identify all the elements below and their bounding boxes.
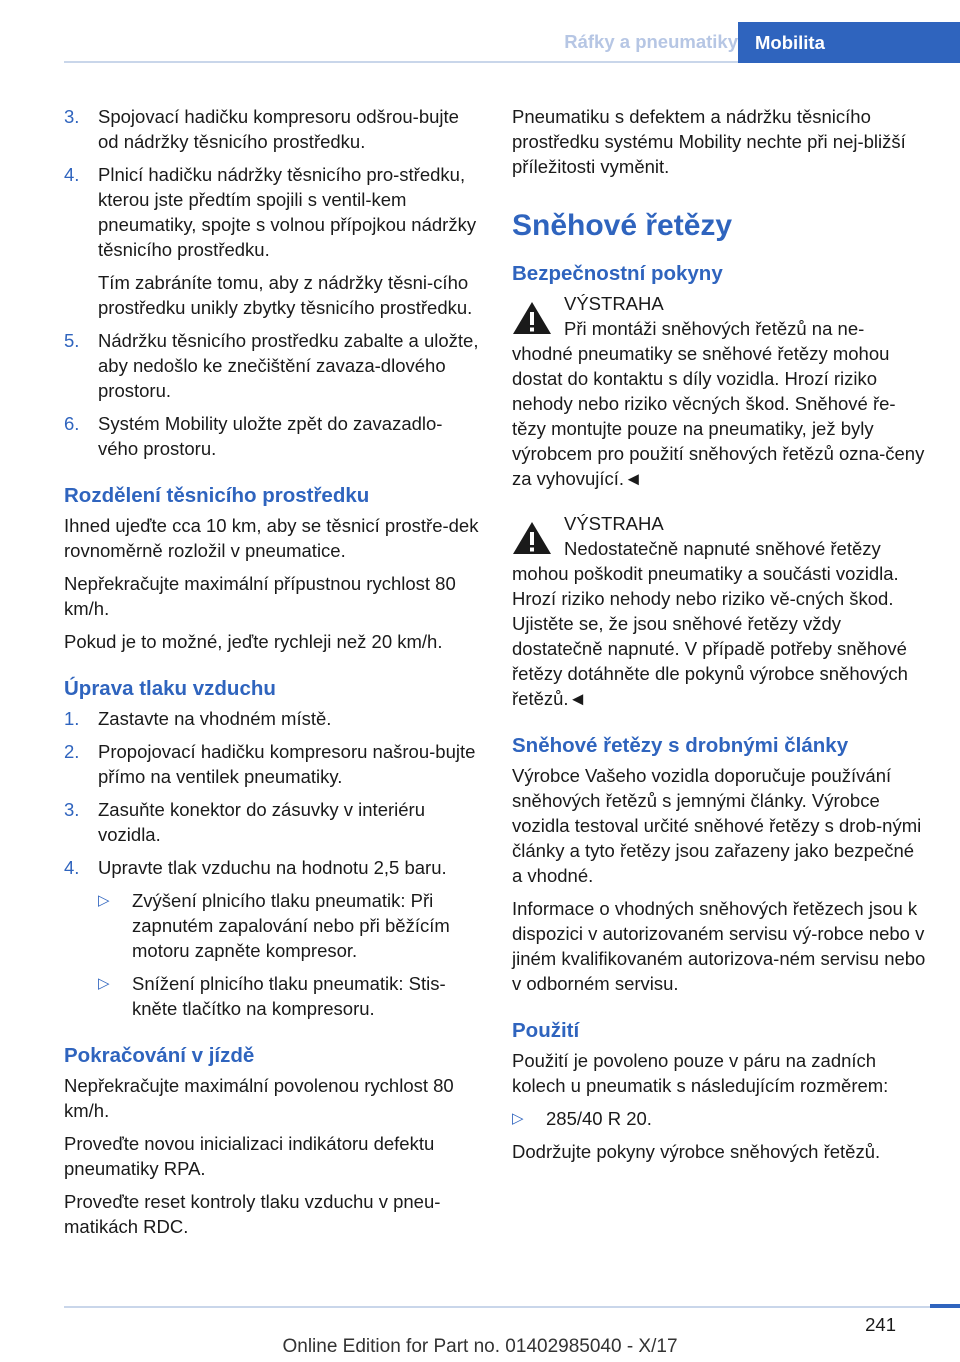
warning-block: [512, 291, 928, 491]
list-text: Systém Mobility uložte zpět do zavazadlo‐vého prostoru.: [98, 413, 443, 459]
bullet-text: Zvýšení plnicího tlaku pneumatik: Při zapnutém zapalování nebo při běžícím motoru zapněte kompresor.: [132, 890, 450, 961]
paragraph: Pokud je to možné, jeďte rychleji než 20 km/h.: [64, 631, 443, 652]
list-number: 6.: [64, 413, 80, 434]
paragraph: Dodržujte pokyny výrobce sněhových řetězů.: [512, 1141, 881, 1162]
paragraph: Použití je povoleno pouze v páru na zadních kolech u pneumatik s následujícím rozměrem:: [512, 1050, 889, 1096]
heading-snow-chains: Sněhové řetězy: [512, 209, 733, 242]
list-text: Zasuňte konektor do zásuvky v interiéru vozidla.: [98, 799, 425, 845]
paragraph: Proveďte novou inicializaci indikátoru defektu pneumatiky RPA.: [64, 1133, 435, 1179]
steps-list-a: [64, 104, 480, 461]
paragraph: Výrobce Vašeho vozidla doporučuje používání sněhových řetězů s jemnými články. Výrobce vozidla testoval určité sněhové řetězy s drob‐nými články a tyto řetězy jsou zařazeny jako bezpečné a vhodné.: [512, 765, 922, 886]
heading-distribution: Rozdělení těsnicího prostředku: [64, 484, 370, 507]
list-number: 4.: [64, 164, 80, 185]
warning-title: VÝSTRAHA: [564, 513, 664, 534]
bullet-text: 285/40 R 20.: [546, 1108, 652, 1129]
list-number: 2.: [64, 741, 80, 762]
list-text: Propojovací hadičku kompresoru našrou‐bujte přímo na ventilek pneumatiky.: [98, 741, 476, 787]
list-number: 5.: [64, 330, 80, 351]
list-text: Spojovací hadičku kompresoru odšrou‐bujte od nádržky těsnicího prostředku.: [98, 106, 459, 152]
list-text: Plnicí hadičku nádržky těsnicího pro‐středku, kterou jste předtím spojili s ventil‐kem pneumatiky, spojte s volnou přípojkou nádržky těsnicího prostředku.: [98, 164, 477, 260]
warning-text: vhodné pneumatiky se sněhové řetězy mohou dostat do kontaktu s díly vozidla. Hrozí riziko nehody nebo riziko věcných škod. Sněhové ře‐tězy montujte pouze na pneumatiky, jež byly výrobcem pro použití sněhových řetězů ozna‐čeny za vyhovující.◄: [512, 343, 925, 489]
list-text: Zastavte na vhodném místě.: [98, 708, 332, 729]
heading-fine-chains: Sněhové řetězy s drobnými články: [512, 734, 849, 757]
bullet-item: [512, 1106, 928, 1131]
bullet-item: [64, 971, 480, 1021]
list-number: 1.: [64, 708, 80, 729]
paragraph: Nepřekračujte maximální přípustnou rychlost 80 km/h.: [64, 573, 456, 619]
list-number: 3.: [64, 106, 80, 127]
warning-block: [512, 511, 928, 711]
footer-rule: [64, 1306, 960, 1308]
list-item: [64, 855, 480, 880]
list-number: 3.: [64, 799, 80, 820]
header-section-tab[interactable]: Ráfky a pneumatiky: [564, 31, 738, 52]
heading-safety: Bezpečnostní pokyny: [512, 262, 723, 285]
warning-text: mohou poškodit pneumatiky a součásti vozidla. Hrozí riziko nehody nebo riziko vě‐cných škod. Ujistěte se, že jsou sněhové řetězy vždy dostatečně napnuté. V případě potřeby sněhové řetězy dotáhněte dle pokynů výrobce sněhových řetězů.◄: [512, 563, 908, 709]
paragraph: Ihned ujeďte cca 10 km, aby se těsnicí prostře‐dek rovnoměrně rozložil v pneumatice.: [64, 515, 479, 561]
list-text: Nádržku těsnicího prostředku zabalte a uložte, aby nedošlo ke znečištění zavaza‐dlového prostoru.: [98, 330, 479, 401]
triangle-right-icon: ▷: [98, 975, 110, 992]
edition-note: Online Edition for Part no. 01402985040 - X/17: [282, 1336, 678, 1357]
steps-list-b: [64, 706, 480, 1021]
paragraph: Pneumatiku s defektem a nádržku těsnicího prostředku systému Mobility nechte při nej‐bližší příležitosti vyměnit.: [512, 106, 906, 177]
header-chapter-tab[interactable]: Mobilita: [738, 22, 960, 63]
paragraph: Informace o vhodných sněhových řetězech jsou k dispozici v autorizovaném servisu vý‐robce nebo v jiném kvalifikovaném autorizova‐ném servisu nebo v odborném servisu.: [512, 898, 926, 994]
warning-triangle-icon: [512, 521, 552, 555]
warning-text-first: Při montáži sněhových řetězů na ne‐: [564, 318, 865, 339]
paragraph: Proveďte reset kontroly tlaku vzduchu v pneu‐matikách RDC.: [64, 1191, 441, 1237]
heading-pressure: Úprava tlaku vzduchu: [64, 677, 276, 700]
list-item: [64, 411, 480, 461]
heading-continue: Pokračování v jízdě: [64, 1044, 255, 1067]
list-number: 4.: [64, 857, 80, 878]
footer-accent: [930, 1304, 960, 1308]
triangle-right-icon: ▷: [98, 892, 110, 909]
list-item: [64, 104, 480, 154]
left-column: [64, 104, 480, 1247]
heading-use: Použití: [512, 1019, 580, 1042]
list-note: Tím zabráníte tomu, aby z nádržky těsni‐cího prostředku unikly zbytky těsnicího prostředku.: [98, 272, 473, 318]
list-item: [64, 739, 480, 789]
list-item: [64, 162, 480, 320]
warning-title: VÝSTRAHA: [564, 293, 664, 314]
list-item: [64, 797, 480, 847]
bullet-text: Snížení plnicího tlaku pneumatik: Stis‐kněte tlačítko na kompresoru.: [132, 973, 446, 1019]
warning-triangle-icon: [512, 301, 552, 335]
paragraph: Nepřekračujte maximální povolenou rychlost 80 km/h.: [64, 1075, 454, 1121]
list-text: Upravte tlak vzduchu na hodnotu 2,5 baru.: [98, 857, 447, 878]
right-column: [512, 104, 928, 1172]
list-item: [64, 706, 480, 731]
page-number: 241: [865, 1314, 896, 1335]
bullet-item: [64, 888, 480, 963]
list-item: [64, 328, 480, 403]
warning-text-first: Nedostatečně napnuté sněhové řetězy: [564, 538, 881, 559]
triangle-right-icon: ▷: [512, 1110, 524, 1127]
